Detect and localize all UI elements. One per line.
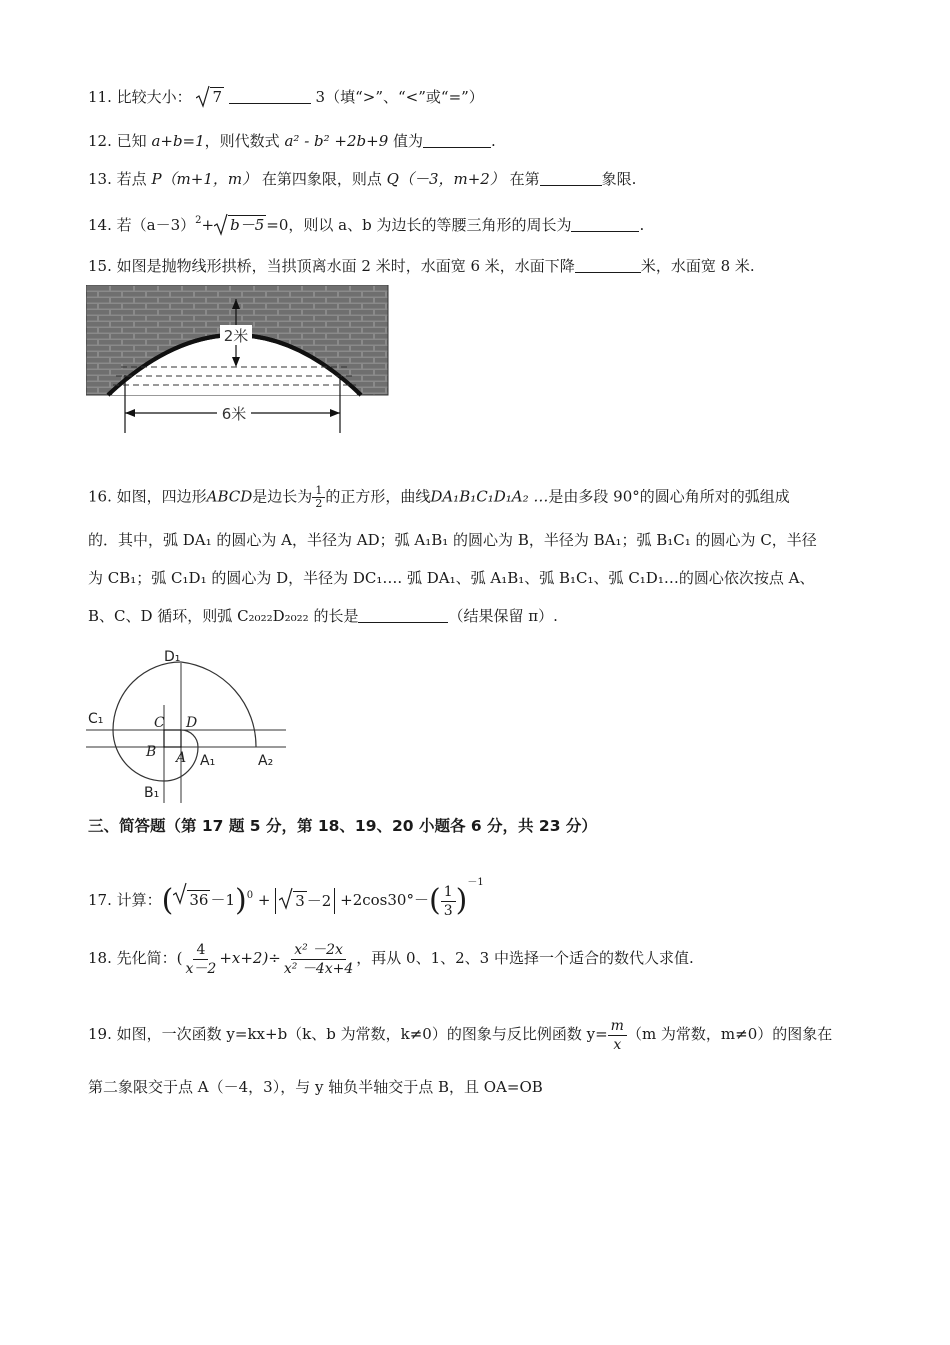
answer-blank[interactable] bbox=[575, 258, 641, 273]
answer-blank[interactable] bbox=[423, 133, 491, 148]
square-root bbox=[196, 86, 224, 108]
label-a2: A₂ bbox=[258, 753, 274, 769]
section-heading: 三、简答题（第 17 题 5 分，第 18、19、20 小题各 6 分，共 23 分） bbox=[88, 817, 597, 835]
open-paren: ( bbox=[161, 883, 174, 918]
question-text: 值为 bbox=[393, 132, 424, 150]
question-text: 如图，一次函数 y=kx+b（k、b 为常数，k≠0）的图象与反比例函数 y= bbox=[116, 1025, 608, 1043]
absolute-value bbox=[275, 888, 335, 914]
cos-term: +2cos30°－ bbox=[340, 891, 429, 909]
open-paren: ( bbox=[428, 883, 441, 918]
minus-two: －2 bbox=[306, 892, 332, 910]
fraction-one-half bbox=[312, 485, 325, 510]
question-number: 17. bbox=[88, 891, 112, 909]
denominator: x－2 bbox=[185, 960, 217, 977]
label-c1: C₁ bbox=[88, 711, 104, 727]
question-text: 如图是抛物线形拱桥，当拱顶离水面 2 米时，水面宽 6 米，水面下降 bbox=[116, 257, 575, 275]
question-text: 比较大小： bbox=[116, 88, 192, 106]
question-text: 是由多段 90°的圆心角所对的弧组成 bbox=[548, 487, 790, 506]
answer-blank[interactable] bbox=[229, 89, 311, 104]
parabolic-bridge-figure bbox=[86, 285, 390, 435]
spiral-arc-figure bbox=[86, 645, 286, 807]
question-text: 已知 bbox=[116, 132, 147, 150]
point-q: Q（－3，m+2） bbox=[386, 170, 505, 188]
question-16-line-4 bbox=[88, 605, 558, 627]
question-11 bbox=[88, 86, 484, 108]
exponent: 2 bbox=[195, 215, 202, 226]
period: . bbox=[491, 132, 496, 150]
expression: +x+2)÷ bbox=[219, 949, 281, 967]
fraction-4-over-x-minus-2 bbox=[183, 941, 220, 978]
question-19 bbox=[88, 1016, 832, 1054]
question-text: B、C、D 循环，则弧 C₂₀₂₂D₂₀₂₂ 的长是 bbox=[88, 607, 359, 625]
plus-sign: + bbox=[201, 216, 215, 234]
question-number: 13. bbox=[88, 170, 112, 188]
question-number: 16. bbox=[88, 487, 112, 506]
square-root bbox=[279, 888, 307, 914]
curve-name: DA₁B₁C₁D₁A₂ … bbox=[430, 487, 549, 506]
question-text: 是边长为 bbox=[252, 487, 313, 506]
denominator: 3 bbox=[443, 902, 453, 919]
question-text: 如图，四边形 bbox=[116, 487, 207, 506]
question-number: 14. bbox=[88, 216, 112, 234]
denominator: 2 bbox=[315, 497, 323, 510]
question-text: =0，则以 a、b 为边长的等腰三角形的周长为 bbox=[266, 216, 572, 234]
numerator: m bbox=[608, 1017, 627, 1036]
question-number: 18. bbox=[88, 949, 112, 967]
label-d: D bbox=[186, 715, 198, 731]
question-text: ，则代数式 bbox=[204, 132, 280, 150]
label-c: C bbox=[154, 715, 165, 731]
height-label: 2米 bbox=[223, 327, 249, 345]
label-a1: A₁ bbox=[200, 753, 216, 769]
fraction-m-over-x bbox=[608, 1017, 627, 1054]
question-text: 若（a－3） bbox=[116, 216, 196, 234]
question-text: 在第 bbox=[509, 170, 540, 188]
question-number: 11. bbox=[88, 88, 112, 106]
condition: a+b=1 bbox=[151, 132, 205, 150]
question-text: 的正方形，曲线 bbox=[325, 487, 431, 506]
question-text: 象限. bbox=[601, 170, 637, 188]
question-text: （结果保留 π）. bbox=[448, 607, 558, 625]
square-name: ABCD bbox=[206, 487, 253, 506]
period: . bbox=[639, 216, 645, 234]
question-text: （m 为常数，m≠0）的图象在 bbox=[626, 1025, 833, 1043]
numerator: 1 bbox=[312, 485, 325, 498]
expression: a² - b² +2b+9 bbox=[284, 132, 389, 150]
width-label: 6米 bbox=[221, 405, 247, 423]
numerator: 1 bbox=[441, 883, 456, 902]
label-d1: D₁ bbox=[164, 649, 181, 665]
denominator: x bbox=[613, 1036, 622, 1053]
question-16-line-1 bbox=[88, 485, 790, 510]
label-a: A bbox=[176, 750, 187, 766]
fraction-second bbox=[281, 941, 356, 978]
question-text: 先化简：( bbox=[116, 949, 183, 967]
question-number: 15. bbox=[88, 257, 112, 275]
exponent-zero: 0 bbox=[246, 890, 254, 901]
question-14 bbox=[88, 210, 644, 236]
answer-blank[interactable] bbox=[358, 608, 448, 623]
minus-one: －1 bbox=[210, 891, 236, 909]
numerator: x² －2x bbox=[291, 941, 346, 960]
question-text: 若点 bbox=[116, 170, 147, 188]
radicand: b－5 bbox=[230, 216, 265, 234]
question-17 bbox=[88, 866, 484, 920]
close-paren: ) bbox=[455, 883, 468, 918]
answer-blank[interactable] bbox=[540, 171, 602, 186]
point-p: P（m+1，m） bbox=[151, 170, 258, 188]
answer-blank[interactable] bbox=[571, 217, 639, 232]
question-text: 3（填“>”、“<”或“=”） bbox=[315, 88, 484, 106]
label-b1: B₁ bbox=[144, 785, 160, 801]
question-text: 计算： bbox=[116, 891, 162, 909]
question-19-line-2: 第二象限交于点 A（－4，3），与 y 轴负半轴交于点 B，且 OA=OB bbox=[88, 1078, 543, 1096]
question-text: 米，水面宽 8 米. bbox=[640, 257, 755, 275]
radicand: 3 bbox=[295, 892, 305, 910]
square-root bbox=[214, 214, 266, 236]
fraction-one-third bbox=[441, 883, 456, 920]
close-paren: ) bbox=[235, 883, 247, 918]
plus-sign: + bbox=[257, 891, 271, 909]
numerator: 4 bbox=[193, 941, 208, 960]
question-12 bbox=[88, 130, 496, 152]
question-16-line-2: 的．其中，弧 DA₁ 的圆心为 A，半径为 AD；弧 A₁B₁ 的圆心为 B，半径为 BA₁；弧 B₁C₁ 的圆心为 C，半径 bbox=[88, 531, 817, 549]
question-13 bbox=[88, 168, 636, 190]
question-text: ，再从 0、1、2、3 中选择一个适合的数代人求值. bbox=[356, 949, 694, 967]
question-number: 19. bbox=[88, 1025, 112, 1043]
label-b: B bbox=[146, 744, 157, 760]
question-16-line-3: 为 CB₁；弧 C₁D₁ 的圆心为 D，半径为 DC₁…. 弧 DA₁、弧 A₁B₁、弧 B₁C₁、弧 C₁D₁…的圆心依次按点 A、 bbox=[88, 569, 815, 587]
square-root bbox=[173, 883, 210, 917]
radicand: 36 bbox=[189, 891, 209, 909]
question-number: 12. bbox=[88, 132, 112, 150]
question-18 bbox=[88, 940, 694, 978]
question-15 bbox=[88, 255, 755, 277]
denominator: x² －4x+4 bbox=[283, 960, 354, 977]
exponent-negative-one: －1 bbox=[467, 877, 484, 888]
question-text: 在第四象限，则点 bbox=[261, 170, 382, 188]
radicand: 7 bbox=[212, 88, 222, 106]
